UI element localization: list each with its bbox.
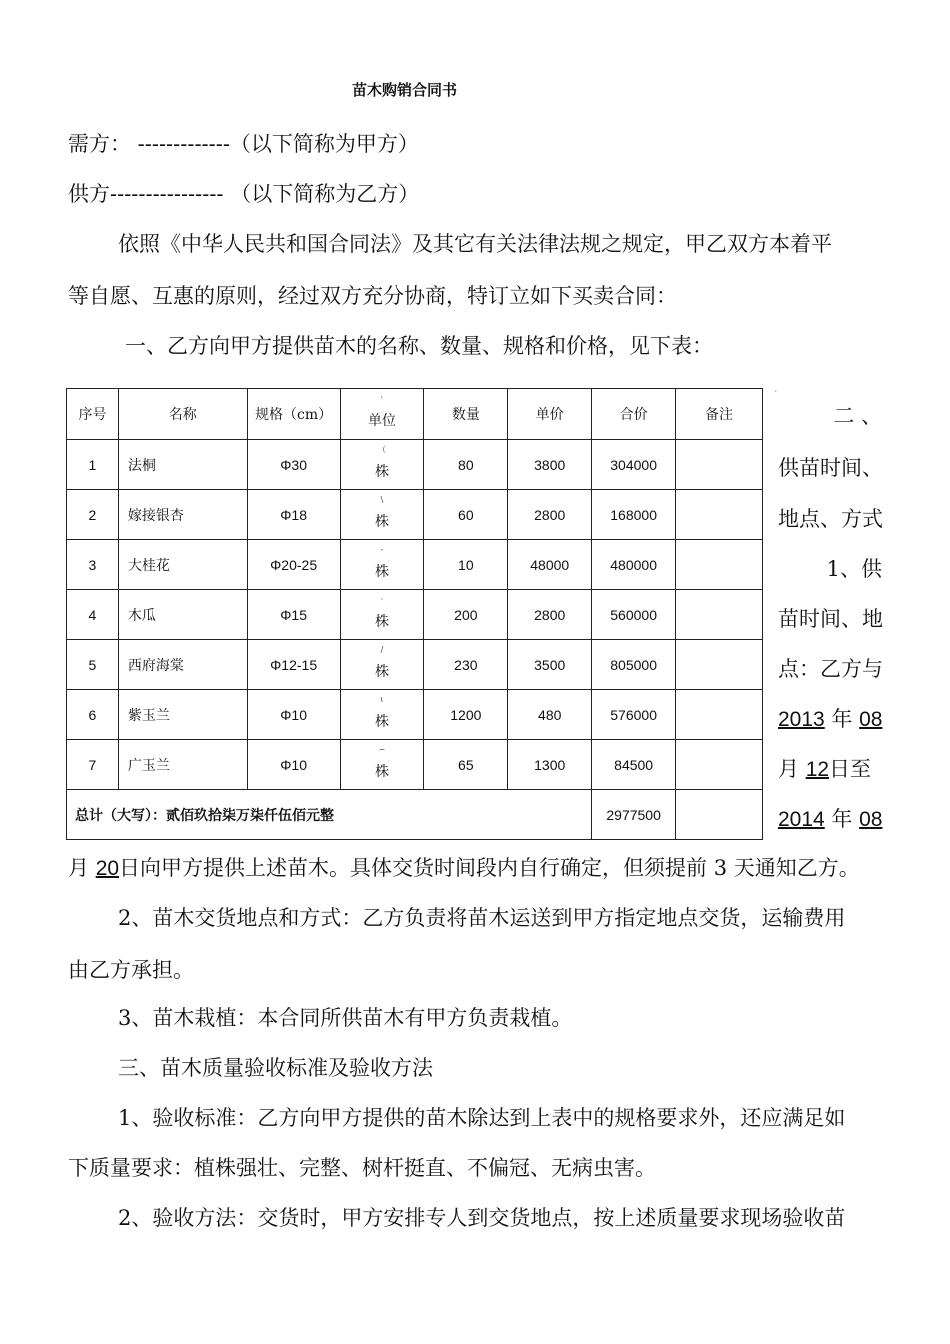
unit-price: 2800 xyxy=(508,490,592,540)
line-total: 805000 xyxy=(592,640,676,690)
unit-label: 株 xyxy=(374,513,389,530)
header-cell: 规格（cm） xyxy=(247,389,340,440)
unit-label: 株 xyxy=(374,463,389,480)
unit-cell xyxy=(340,440,424,490)
year-char-2: 年 xyxy=(831,807,853,831)
unit-header-mark: ᶥ xyxy=(381,394,383,403)
seedling-spec: Φ10 xyxy=(247,740,340,790)
side-mark: ` xyxy=(774,390,778,399)
seller-line: 供方---------------- （以下简称为乙方） xyxy=(68,182,420,206)
side-date-line-1 xyxy=(778,703,884,733)
acceptance-method-line: 2、验收方法：交货时，甲方安排专人到交货地点，按上述质量要求现场验收苗 xyxy=(118,1206,846,1230)
header-cell: 单价 xyxy=(508,389,592,440)
row-number: 3 xyxy=(67,540,119,590)
unit-label: 株 xyxy=(374,563,389,580)
header-cell: 合价 xyxy=(592,389,676,440)
end-year: 2014 xyxy=(778,808,825,831)
unit-label: 株 xyxy=(374,663,389,680)
header-cell-unit xyxy=(340,389,424,440)
year-char: 年 xyxy=(831,707,853,731)
buyer-line: 需方： -------------（以下简称为甲方） xyxy=(68,132,419,156)
total-label: 总计（大写）：贰佰玖拾柒万柒仟伍佰元整 xyxy=(67,790,592,840)
table-row xyxy=(67,690,763,740)
section-1-heading: 一、乙方向甲方提供苗木的名称、数量、规格和价格，见下表： xyxy=(125,334,713,358)
unit-cell xyxy=(340,640,424,690)
delivery-text: 日向甲方提供上述苗木。具体交货时间段内自行确定，但须提前 3 天通知乙方。 xyxy=(119,856,860,880)
row-number: 7 xyxy=(67,740,119,790)
delivery-line xyxy=(68,852,860,882)
unit-mark: · xyxy=(380,595,384,604)
line-total: 84500 xyxy=(592,740,676,790)
line-total: 168000 xyxy=(592,490,676,540)
unit-label: 株 xyxy=(374,613,389,630)
header-cell: 备注 xyxy=(676,389,763,440)
start-day: 12 xyxy=(805,758,830,781)
note xyxy=(676,490,763,540)
side-line-2: 供苗时间、 xyxy=(778,456,883,480)
line-total: 560000 xyxy=(592,590,676,640)
side-line-4: 1、供 xyxy=(826,557,882,581)
note xyxy=(676,590,763,640)
header-cell: 数量 xyxy=(424,389,508,440)
unit-mark: ~ xyxy=(378,745,386,754)
row-number: 1 xyxy=(67,440,119,490)
quantity: 80 xyxy=(424,440,508,490)
end-month: 08 xyxy=(859,808,883,831)
note xyxy=(676,540,763,590)
acceptance-standard-line-1: 1、验收标准：乙方向甲方提供的苗木除达到上表中的规格要求外，还应满足如 xyxy=(118,1106,846,1130)
seedling-spec: Φ18 xyxy=(247,490,340,540)
table-total-row xyxy=(67,790,763,840)
unit-mark: - xyxy=(380,545,384,554)
seedling-name: 大桂花 xyxy=(118,540,247,590)
note xyxy=(676,640,763,690)
row-number: 5 xyxy=(67,640,119,690)
seedling-spec: Φ12-15 xyxy=(247,640,340,690)
seedling-name: 法桐 xyxy=(118,440,247,490)
total-note xyxy=(676,790,763,840)
side-date-line-2 xyxy=(778,753,884,783)
seedling-name: 广玉兰 xyxy=(118,740,247,790)
row-number: 6 xyxy=(67,690,119,740)
document-title: 苗木购销合同书 xyxy=(352,81,458,99)
seedling-name: 紫玉兰 xyxy=(118,690,247,740)
unit-cell xyxy=(340,590,424,640)
acceptance-standard-line-2: 下质量要求：植株强壮、完整、树杆挺直、不偏冠、无病虫害。 xyxy=(68,1156,656,1180)
unit-price: 2800 xyxy=(508,590,592,640)
month-prefix: 月 xyxy=(68,856,89,880)
table-row xyxy=(67,590,763,640)
note xyxy=(676,440,763,490)
clause-3: 3、苗木栽植：本合同所供苗木有甲方负责栽植。 xyxy=(118,1006,573,1030)
start-year: 2013 xyxy=(778,708,825,731)
seedling-name: 西府海棠 xyxy=(118,640,247,690)
table-row xyxy=(67,440,763,490)
unit-price: 1300 xyxy=(508,740,592,790)
day-to-text: 日至 xyxy=(829,757,872,781)
quantity: 230 xyxy=(424,640,508,690)
unit-price: 3500 xyxy=(508,640,592,690)
quantity: 200 xyxy=(424,590,508,640)
table-row xyxy=(67,640,763,690)
unit-cell xyxy=(340,490,424,540)
quantity: 10 xyxy=(424,540,508,590)
clause-2-line-1: 2、苗木交货地点和方式：乙方负责将苗木运送到甲方指定地点交货，运输费用 xyxy=(118,906,846,930)
quantity: 65 xyxy=(424,740,508,790)
unit-mark: ɩ xyxy=(380,695,384,704)
unit-label: 株 xyxy=(374,763,389,780)
seedling-name: 木瓜 xyxy=(118,590,247,640)
section-3-heading: 三、苗木质量验收标准及验收方法 xyxy=(118,1056,433,1080)
seedling-spec: Φ30 xyxy=(247,440,340,490)
side-date-line-3 xyxy=(778,803,884,833)
table-row xyxy=(67,490,763,540)
unit-cell xyxy=(340,690,424,740)
side-line-3: 地点、方式 xyxy=(778,507,883,531)
unit-cell xyxy=(340,740,424,790)
side-line-5: 苗时间、地 xyxy=(778,607,883,631)
intro-line-2: 等自愿、互惠的原则，经过双方充分协商，特订立如下买卖合同： xyxy=(68,284,677,308)
unit-mark: / xyxy=(380,645,384,654)
unit-price: 48000 xyxy=(508,540,592,590)
line-total: 304000 xyxy=(592,440,676,490)
line-total: 576000 xyxy=(592,690,676,740)
seedling-table xyxy=(66,388,763,840)
quantity: 1200 xyxy=(424,690,508,740)
unit-mark: （ xyxy=(377,445,386,454)
seedling-spec: Φ20-25 xyxy=(247,540,340,590)
seedling-spec: Φ10 xyxy=(247,690,340,740)
quantity: 60 xyxy=(424,490,508,540)
unit-label: 株 xyxy=(374,713,389,730)
table-row xyxy=(67,540,763,590)
line-total: 480000 xyxy=(592,540,676,590)
unit-cell xyxy=(340,540,424,590)
seedling-spec: Φ15 xyxy=(247,590,340,640)
row-number: 4 xyxy=(67,590,119,640)
header-cell: 名称 xyxy=(118,389,247,440)
table-header-row xyxy=(67,389,763,440)
side-line-6: 点：乙方与 xyxy=(778,657,883,681)
start-month: 08 xyxy=(859,708,883,731)
seedling-name: 嫁接银杏 xyxy=(118,490,247,540)
note xyxy=(676,740,763,790)
unit-mark: \ xyxy=(380,495,384,504)
month-char: 月 xyxy=(778,757,799,781)
header-cell: 序号 xyxy=(67,389,119,440)
header-unit-label: 单位 xyxy=(367,413,396,429)
clause-2-line-2: 由乙方承担。 xyxy=(68,958,194,982)
unit-price: 480 xyxy=(508,690,592,740)
row-number: 2 xyxy=(67,490,119,540)
note xyxy=(676,690,763,740)
total-value: 2977500 xyxy=(592,790,676,840)
unit-price: 3800 xyxy=(508,440,592,490)
intro-line-1: 依照《中华人民共和国合同法》及其它有关法律法规之规定，甲乙双方本着平 xyxy=(118,232,832,256)
side-line-1: 二 、 xyxy=(833,404,882,428)
end-day: 20 xyxy=(95,857,120,880)
table-row xyxy=(67,740,763,790)
